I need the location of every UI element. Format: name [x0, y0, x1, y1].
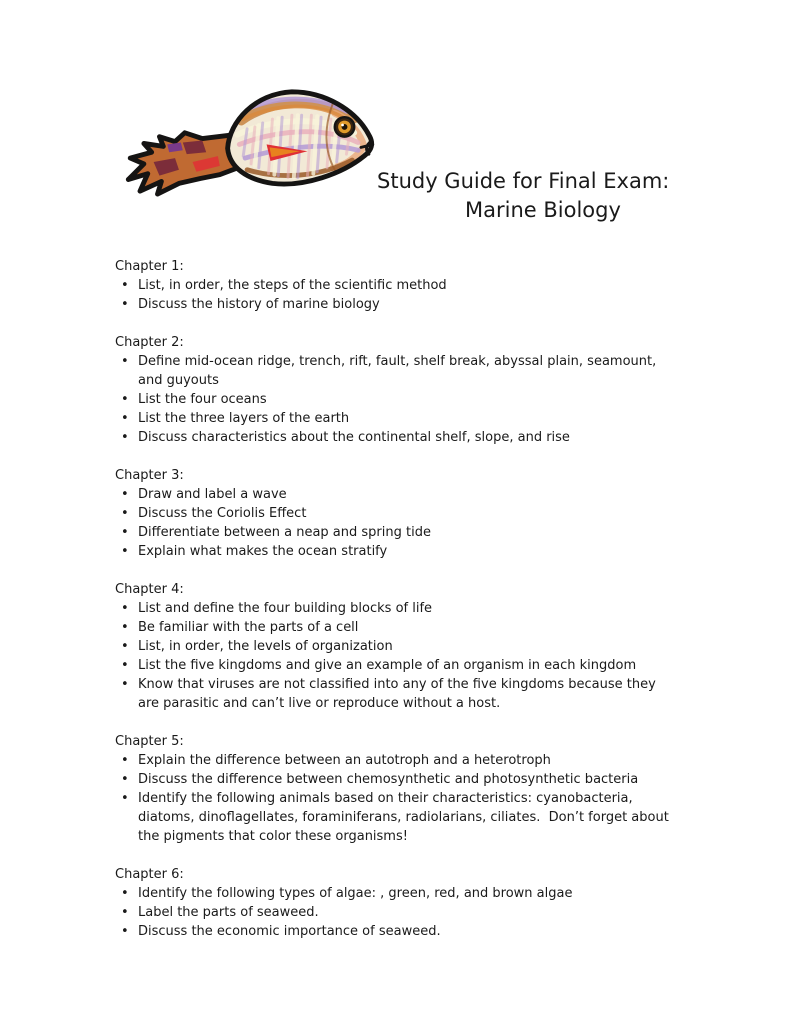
- document-title-line2: Marine Biology: [465, 198, 621, 222]
- bullet-list: [115, 884, 680, 941]
- section-chapter-4: [115, 580, 680, 713]
- study-item: • Identify the following types of algae: , green, red, and brown algae: [115, 884, 680, 903]
- chapter-heading: Chapter 3:: [115, 468, 184, 483]
- document-body: [115, 257, 680, 941]
- section-chapter-5: [115, 732, 680, 846]
- bullet-list: [115, 352, 680, 447]
- study-item: • Define mid-ocean ridge, trench, rift, fault, shelf break, abyssal plain, seamount, and guyouts: [115, 352, 680, 390]
- study-item: • Discuss the Coriolis Effect: [115, 504, 680, 523]
- study-item: • List, in order, the steps of the scientific method: [115, 276, 680, 295]
- chapter-heading: Chapter 4:: [115, 582, 184, 597]
- bullet-list: [115, 485, 680, 561]
- study-item: • Discuss characteristics about the continental shelf, slope, and rise: [115, 428, 680, 447]
- study-item: • Draw and label a wave: [115, 485, 680, 504]
- study-item: • Discuss the history of marine biology: [115, 295, 680, 314]
- study-item: • List the four oceans: [115, 390, 680, 409]
- study-item: • Differentiate between a neap and spring tide: [115, 523, 680, 542]
- document-title: [377, 167, 669, 225]
- section-chapter-2: [115, 333, 680, 447]
- bullet-list: [115, 276, 680, 314]
- fish-icon: [122, 86, 380, 198]
- chapter-heading: Chapter 5:: [115, 734, 184, 749]
- section-chapter-1: [115, 257, 680, 314]
- study-item: • Identify the following animals based on their characteristics: cyanobacteria, diatoms, dinoflagellates, foraminiferans, radiolarians, ciliates. Don’t forget about the pigments that color these organisms!: [115, 789, 680, 846]
- study-item: • Explain what makes the ocean stratify: [115, 542, 680, 561]
- section-chapter-6: [115, 865, 680, 941]
- study-item: • Explain the difference between an autotroph and a heterotroph: [115, 751, 680, 770]
- study-item: • Label the parts of seaweed.: [115, 903, 680, 922]
- study-item: • List, in order, the levels of organization: [115, 637, 680, 656]
- study-item: • List and define the four building blocks of life: [115, 599, 680, 618]
- chapter-heading: Chapter 2:: [115, 335, 184, 350]
- section-chapter-3: [115, 466, 680, 561]
- bullet-list: [115, 751, 680, 846]
- study-item: • Discuss the economic importance of seaweed.: [115, 922, 680, 941]
- study-item: • List the five kingdoms and give an example of an organism in each kingdom: [115, 656, 680, 675]
- study-item: • Discuss the difference between chemosynthetic and photosynthetic bacteria: [115, 770, 680, 789]
- fish-eye-highlight: [341, 124, 344, 127]
- chapter-heading: Chapter 1:: [115, 259, 184, 274]
- bullet-list: [115, 599, 680, 713]
- study-item: • Be familiar with the parts of a cell: [115, 618, 680, 637]
- study-item: • Know that viruses are not classified into any of the five kingdoms because they are parasitic and can’t live or reproduce without a host.: [115, 675, 680, 713]
- fish-clipart: [122, 86, 380, 198]
- chapter-heading: Chapter 6:: [115, 867, 184, 882]
- study-item: • List the three layers of the earth: [115, 409, 680, 428]
- document-title-line1: Study Guide for Final Exam:: [377, 169, 670, 193]
